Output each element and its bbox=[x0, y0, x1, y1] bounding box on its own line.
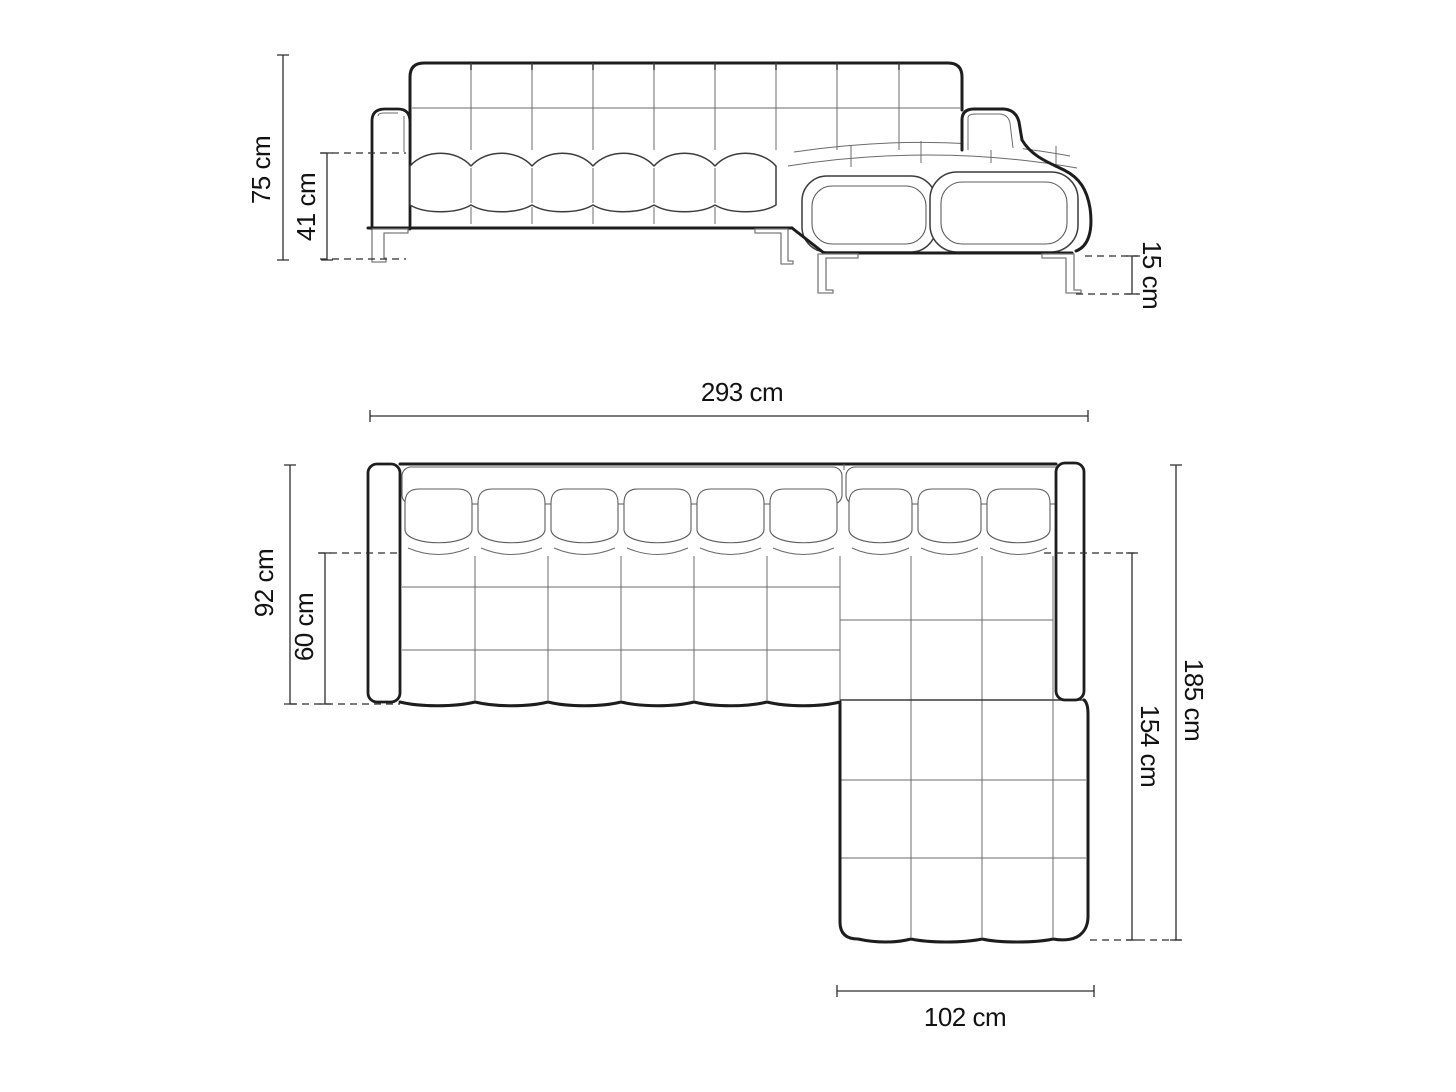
plan-chaise-fill bbox=[840, 553, 1088, 940]
dim-label-total-width: 293 cm bbox=[700, 377, 784, 407]
dim-label-total-depth: 92 cm bbox=[249, 548, 279, 618]
front-left-armrest bbox=[372, 109, 410, 229]
dim-label-leg-height: 15 cm bbox=[1137, 240, 1167, 310]
dim-label-seat-depth: 60 cm bbox=[289, 592, 319, 662]
plan-left-armrest bbox=[368, 464, 400, 702]
front-leg-chaise-left bbox=[818, 254, 858, 293]
dim-plan-total-depth-line bbox=[284, 465, 296, 704]
front-leg-middle bbox=[755, 229, 793, 264]
front-leg-left bbox=[372, 229, 408, 262]
front-seat-cushions bbox=[410, 153, 776, 224]
plan-view-drawing bbox=[249, 377, 1209, 1032]
dim-plan-total-length-line bbox=[1090, 465, 1182, 940]
front-view-drawing bbox=[246, 55, 1167, 309]
dim-label-chaise-width: 102 cm bbox=[923, 1002, 1007, 1032]
dim-plan-chaise-width-line bbox=[837, 985, 1094, 997]
plan-right-armrest bbox=[1056, 463, 1084, 700]
dim-front-total-height-line bbox=[277, 55, 289, 260]
front-leg-chaise-right bbox=[1042, 254, 1081, 293]
front-right-armrest bbox=[962, 109, 1023, 150]
dim-label-seat-height: 41 cm bbox=[291, 172, 321, 242]
dim-front-leg-height-line bbox=[1076, 256, 1140, 294]
dim-label-chaise-length: 154 cm bbox=[1135, 704, 1165, 788]
dim-label-total-length: 185 cm bbox=[1179, 658, 1209, 742]
front-chaise-cushions bbox=[802, 172, 1078, 252]
dim-label-total-height: 75 cm bbox=[246, 135, 276, 205]
dim-plan-total-width-line bbox=[370, 410, 1088, 422]
